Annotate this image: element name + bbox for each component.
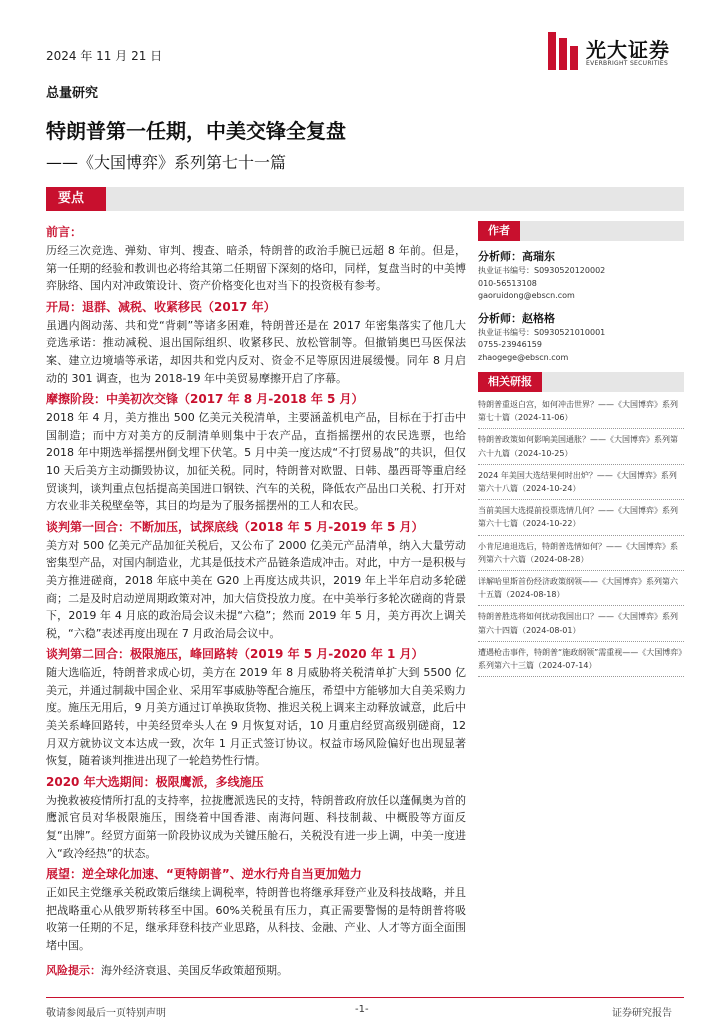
- section-heading: 展望：逆全球化加速、“更特朗普”、逆水行舟自当更加勉力: [46, 867, 362, 882]
- page-subtitle: ——《大国博弈》系列第七十一篇: [46, 153, 287, 172]
- section-heading: 开局：退群、减税、收紧移民（2017 年）: [46, 299, 276, 314]
- everbright-logo-icon: [548, 32, 580, 70]
- key-points-bar: [46, 187, 684, 211]
- analyst-license: 执业证书编号：S0930520120002: [478, 266, 606, 275]
- section-body: 虽遇内阁动荡、共和党“背刺”等诸多困难，特朗普还是在 2017 年密集落实了他几大竞选承诺：推动减税、退出国际组织、收紧移民、放松管制等。但撤销奥巴马医保法案、建立边境墙等承诺，却因共和党内反对、资金不足等原因进展缓慢。同年 8 月启动的 301 调查，也为 2018-19 年中美贸易摩擦开启了序幕。: [46, 318, 466, 385]
- related-research-item[interactable]: 详解哈里斯首份经济政策纲领——《大国博弈》系列第六十五篇（2024-08-18）: [478, 571, 684, 606]
- report-category: 总量研究: [46, 86, 99, 101]
- related-research-item[interactable]: 特朗普政策如何影响美国通胀？——《大国博弈》系列第六十九篇（2024-10-25）: [478, 429, 684, 464]
- related-research-label: 相关研报: [478, 372, 542, 392]
- section-body: 随大选临近，特朗普求成心切，美方在 2019 年 8 月威胁将关税清单扩大到 5500 亿美元，并通过制裁中国企业、采用军事威胁等配合施压，希望中方能够加大自美采购力度。施压无用后，9 月美方通过订单换取货物、推迟关税上调来主动释放诚意，此后中美关系峰回路转，中美经贸牵头人在 9 月恢复对话，10 月重启经贸高级别磋商，12 月双方就协议文本达成一致，次年 1 月正式签订协议。权益市场风险偏好也出现显著恢复，随着谈判推进出现了一轮趋势性行情。: [46, 666, 466, 768]
- related-research-item[interactable]: 2024 年美国大选结果何时出炉？——《大国博弈》系列第六十八篇（2024-10-24）: [478, 465, 684, 500]
- section-heading: 2020 年大选期间：极限鹰派，多线施压: [46, 774, 264, 789]
- main-content: [46, 220, 466, 955]
- section-heading: 摩擦阶段：中美初次交锋（2017 年 8 月-2018 年 5 月）: [46, 392, 364, 407]
- analyst-card: [478, 249, 684, 303]
- related-research-list: [478, 394, 684, 677]
- related-research-item[interactable]: 特朗普胜选将如何扰动我国出口？——《大国博弈》系列第六十四篇（2024-08-01）: [478, 606, 684, 641]
- authors-label: 作者: [478, 221, 520, 241]
- analyst-name: 分析师：高瑞东: [478, 250, 555, 263]
- analyst-email[interactable]: zhaogege@ebscn.com: [478, 352, 569, 362]
- section-heading: 谈判第一回合：不断加压，试探底线（2018 年 5 月-2019 年 5 月）: [46, 519, 424, 534]
- logo-english-name: EVERBRIGHT SECURITIES: [586, 60, 669, 67]
- risk-warning: [46, 962, 288, 978]
- footer-doc-type: 证券研究报告: [612, 1008, 672, 1019]
- related-research-item[interactable]: 遭遇枪击事件，特朗普“施政纲领”需重视——《大国博弈》系列第六十三篇（2024-07-14）: [478, 642, 684, 677]
- key-points-label: 要点: [46, 187, 106, 211]
- authors-header: [478, 221, 684, 241]
- sidebar: [478, 221, 684, 677]
- related-research-item[interactable]: 小肯尼迪退选后，特朗普选情如何？——《大国博弈》系列第六十六篇（2024-08-28）: [478, 536, 684, 571]
- section-heading: 谈判第二回合：极限施压，峰回路转（2019 年 5 月-2020 年 1 月）: [46, 647, 424, 662]
- logo-chinese-name: 光大证券: [586, 38, 670, 62]
- related-research-item[interactable]: 特朗普重返白宫，如何冲击世界？——《大国博弈》系列第七十篇（2024-11-06）: [478, 394, 684, 429]
- section-body: 美方对 500 亿美元产品加征关税后，又公布了 2000 亿美元产品清单，纳入大量劳动密集型产品，对国内制造业，尤其是低技术产品链条造成冲击。对此，中方一是积极与美方推进磋商，2018 年底中美在 G20 上再度达成共识，2019 年上半年启动多轮磋商；二是及时启动逆周期政策对冲，加大信贷投放力度。在中美举行多轮次磋商的背景下，2019 年 4 月底的政治局会议未提“六稳”；然而 2019 年 5 月，美方再次上调关税，“六稳”表述再度出现在 7 月政治局会议中。: [46, 538, 466, 640]
- analyst-phone: 010-56513108: [478, 278, 537, 288]
- analyst-card: [478, 311, 684, 365]
- section-body: 2018 年 4 月，美方推出 500 亿美元关税清单，主要涵盖机电产品，目标在于打击中国制造；而中方对美方的反制清单则集中于农产品，直指摇摆州的农民选票，也给 2018 年中期选举摇摆州倒戈埋下伏笔。5 月中美一度达成“不打贸易战”的共识，但仅 10 天后美方主动撕毁协议，加征关税。同时，特朗普对欧盟、日韩、墨西哥等重启经贸谈判，谈判重点包括提高美国进口钢铁、汽车的关税，降低农产品出口关税、打开对方农业非关税壁垒等，其目的均是为了服务摇摆州的工人和农民。: [46, 411, 466, 513]
- page-number: -1-: [355, 1004, 369, 1015]
- footer-divider: [46, 997, 684, 998]
- section-heading: 前言：: [46, 225, 83, 239]
- analyst-email[interactable]: gaoruidong@ebscn.com: [478, 291, 575, 300]
- section-body: 历经三次竞选、弹劾、审判、搜查、暗杀，特朗普的政治手腕已远超 8 年前。但是，第一任期的经验和教训也必将给其第二任期留下深刻的烙印，同样，复盘当时的中美博弈脉络、国内对冲政策设计、资产价格变化也对当下的投资极有参考。: [46, 244, 466, 293]
- report-date: 2024 年 11 月 21 日: [46, 49, 163, 63]
- analyst-license: 执业证书编号：S0930521010001: [478, 327, 606, 337]
- risk-text: 海外经济衰退、美国反华政策超预期。: [101, 964, 288, 977]
- risk-label: 风险提示：: [46, 964, 101, 977]
- analyst-phone: 0755-23946159: [478, 340, 542, 349]
- analyst-name: 分析师：赵格格: [478, 311, 555, 325]
- company-logo: [548, 32, 688, 72]
- footer-disclaimer: 敬请参阅最后一页特别声明: [46, 1008, 166, 1019]
- page-title: 特朗普第一任期，中美交锋全复盘: [46, 119, 346, 143]
- related-research-header: [478, 372, 684, 392]
- section-body: 为挽救被疫情所打乱的支持率，拉拢鹰派选民的支持，特朗普政府放任以蓬佩奥为首的鹰派官员对华极限施压，围绕着中国香港、南海问题、科技制裁、中概股等方面反复“出牌”。经贸方面第一阶段协议成为关键压舱石，关税没有进一步上调，中美一度进入“政冷经热”的状态。: [46, 793, 466, 860]
- related-research-item[interactable]: 当前美国大选提前投票选情几何？——《大国博弈》系列第六十七篇（2024-10-22）: [478, 500, 684, 535]
- section-body: 正如民主党继承关税政策后继续上调税率，特朗普也将继承拜登产业及科技战略，并且把战略重心从俄罗斯转移至中国。60%关税虽有压力，真正需要警惕的是特朗普将吸收第一任期的不足，继承拜登科技产业思路，从科技、金融、产业、人才等方面全面围堵中国。: [46, 886, 466, 952]
